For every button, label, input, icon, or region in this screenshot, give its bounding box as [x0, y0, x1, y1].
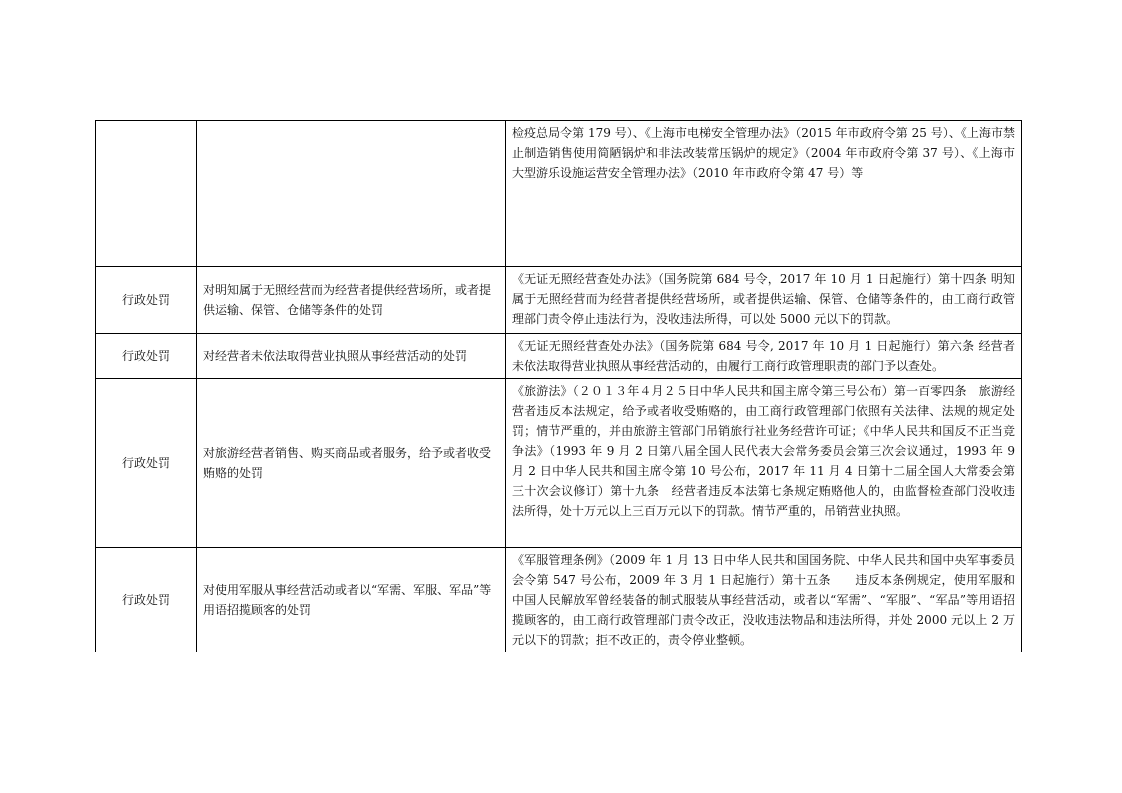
- table-row: [96, 334, 1022, 379]
- penalty-type-cell: 行政处罚: [96, 548, 197, 653]
- table-row: [96, 267, 1022, 334]
- table-row: [96, 379, 1022, 548]
- legal-basis-cell: 《无证无照经营查处办法》（国务院第 684 号令，2017 年 10 月 1 日起施行）第十四条 明知属于无照经营而为经营者提供经营场所，或者提供运输、保管、仓储等条件的，由工商行政管理部门责令停止违法行为，没收违法所得，可以处 5000 元以下的罚款。: [506, 267, 1022, 334]
- penalty-type-cell: 行政处罚: [96, 334, 197, 379]
- penalty-item-cell: 对旅游经营者销售、购买商品或者服务，给予或者收受贿赂的处罚: [197, 379, 506, 548]
- penalty-type-cell: 行政处罚: [96, 267, 197, 334]
- penalty-item-cell: 对明知属于无照经营而为经营者提供经营场所，或者提供运输、保管、仓储等条件的处罚: [197, 267, 506, 334]
- penalty-item-cell: 对经营者未依法取得营业执照从事经营活动的处罚: [197, 334, 506, 379]
- legal-basis-cell: 《无证无照经营查处办法》（国务院第 684 号令, 2017 年 10 月 1 日起施行）第六条 经营者未依法取得营业执照从事经营活动的，由履行工商行政管理职责的部门予以查处。: [506, 334, 1022, 379]
- legal-basis-cell: 《旅游法》（２０１３年４月２５日中华人民共和国主席令第三号公布）第一百零四条 旅游经营者违反本法规定，给予或者收受贿赂的，由工商行政管理部门依照有关法律、法规的规定处罚；情节严重的，并由旅游主管部门吊销旅行社业务经营许可证；《中华人民共和国反不正当竞争法》（1993 年 9 月 2 日第八届全国人民代表大会常务委员会第三次会议通过，1993 年 9 月 2 日中华人民共和国主席令第 10 号公布，2017 年 11 月 4 日第十二届全国人大常委会第三十次会议修订）第十九条 经营者违反本法第七条规定贿赂他人的，由监督检查部门没收违法所得，处十万元以上三百万元以下的罚款。情节严重的，吊销营业执照。: [506, 379, 1022, 548]
- penalty-type-cell: 行政处罚: [96, 379, 197, 548]
- legal-basis-cell: 《军服管理条例》（2009 年 1 月 13 日中华人民共和国国务院、中华人民共和国中央军事委员会令第 547 号公布，2009 年 3 月 1 日起施行）第十五条 违反本条例规定，使用军服和中国人民解放军曾经装备的制式服装从事经营活动，或者以“军需”、“军服”、“军品”等用语招揽顾客的，由工商行政管理部门责令改正，没收违法物品和违法所得，并处 2000 元以上 2 万元以下的罚款；拒不改正的，责令停业整顿。: [506, 548, 1022, 653]
- penalty-item-cell: [197, 121, 506, 267]
- penalty-type-cell: [96, 121, 197, 267]
- penalty-table: [95, 120, 1022, 652]
- legal-basis-cell: 检疫总局令第 179 号）、《上海市电梯安全管理办法》（2015 年市政府令第 25 号）、《上海市禁止制造销售使用简陋锅炉和非法改装常压锅炉的规定》（2004 年市政府令第 37 号）、《上海市大型游乐设施运营安全管理办法》（2010 年市政府令第 47 号）等: [506, 121, 1022, 267]
- table-row: [96, 121, 1022, 267]
- table-row: [96, 548, 1022, 653]
- penalty-item-cell: 对使用军服从事经营活动或者以“军需、军服、军品”等用语招揽顾客的处罚: [197, 548, 506, 653]
